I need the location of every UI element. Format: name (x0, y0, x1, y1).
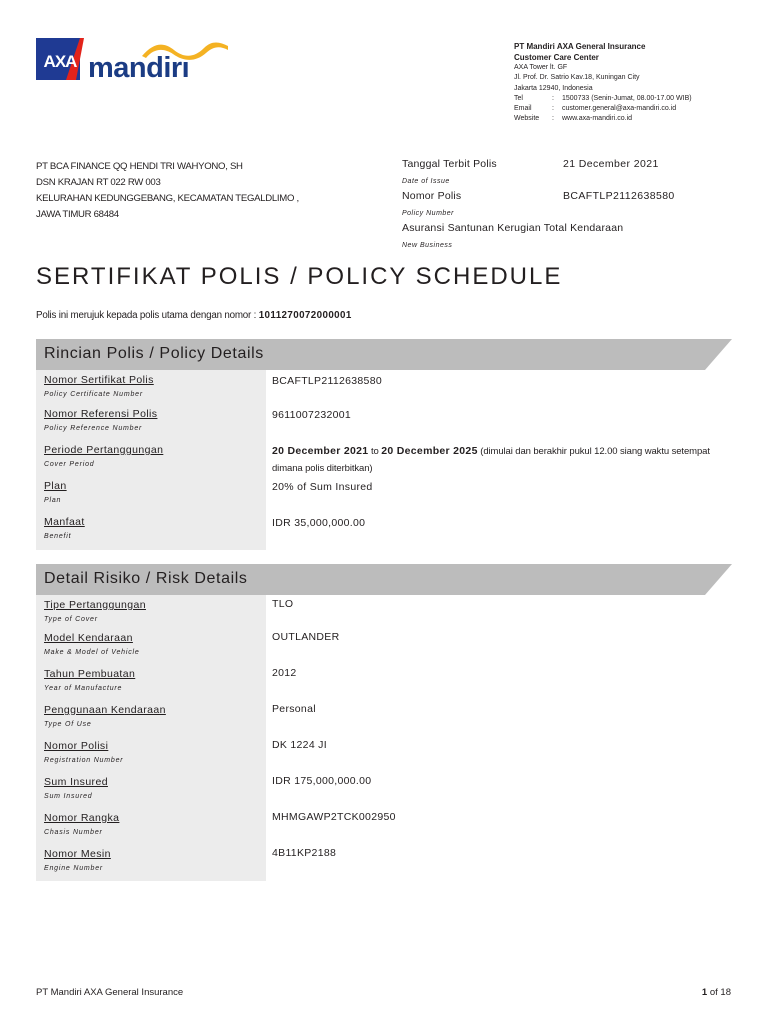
detail-sublabel: Type Of Use (44, 721, 92, 728)
care-address-line: AXA Tower lt. GF (514, 64, 568, 71)
care-address-line: Jakarta 12940, Indonesia (514, 84, 593, 92)
care-email-value: customer.general@axa-mandiri.co.id (562, 105, 677, 113)
issue-date-sub: Date of Issue (402, 178, 450, 185)
policy-number-sub: Policy Number (402, 210, 455, 217)
detail-sublabel: Sum Insured (44, 793, 93, 800)
care-title: Customer Care Center (514, 53, 599, 62)
care-address-line: Jl. Prof. Dr. Satrio Kav.18, Kuningan City (514, 74, 640, 82)
cover-period-value (272, 443, 722, 477)
policy-number-label: Nomor Polis (402, 190, 462, 202)
detail-label: Penggunaan Kendaraan (44, 704, 166, 716)
care-colon: : (552, 94, 554, 102)
cover-start: 20 December 2021 (272, 445, 369, 457)
detail-sublabel: Year of Manufacture (44, 685, 123, 692)
issue-date-label: Tanggal Terbit Polis (402, 158, 497, 170)
detail-value: MHMGAWP2TCK002950 (272, 811, 396, 823)
master-policy-reference (36, 310, 352, 321)
axa-logo-text: AXA (43, 52, 77, 71)
detail-value: Personal (272, 703, 316, 715)
detail-label: Nomor Polisi (44, 740, 109, 752)
master-policy-number: 1011270072000001 (258, 310, 352, 321)
issue-date-row (402, 158, 742, 174)
mandiri-wave-icon (140, 40, 230, 60)
risk-details-header (36, 564, 732, 595)
care-key: Email (514, 105, 532, 113)
detail-value: IDR 175,000,000.00 (272, 775, 372, 787)
detail-sublabel: Engine Number (44, 865, 104, 872)
care-email-row (514, 104, 754, 114)
care-company: PT Mandiri AXA General Insurance (514, 42, 646, 51)
detail-sublabel: Policy Certificate Number (44, 391, 143, 398)
detail-label: Model Kendaraan (44, 632, 133, 644)
detail-sublabel: Chasis Number (44, 829, 103, 836)
product-row (402, 222, 742, 238)
detail-label: Tahun Pembuatan (44, 668, 136, 680)
detail-sublabel: Benefit (44, 533, 72, 540)
detail-label: Periode Pertanggungan (44, 444, 164, 456)
risk-details-heading: Detail Risiko / Risk Details (44, 570, 248, 587)
page-title: SERTIFIKAT POLIS / POLICY SCHEDULE (36, 263, 563, 290)
detail-label: Nomor Referensi Polis (44, 408, 158, 420)
care-tel-value: 1500733 (Senin-Jumat, 08.00-17.00 WIB) (562, 94, 692, 102)
care-website-row (514, 114, 754, 124)
policy-number-row (402, 190, 742, 206)
care-colon: : (552, 105, 554, 113)
policy-details-table (36, 370, 736, 550)
detail-label: Nomor Sertifikat Polis (44, 374, 154, 386)
footer-company: PT Mandiri AXA General Insurance (36, 987, 184, 998)
care-website-value: www.axa-mandiri.co.id (562, 115, 633, 123)
insured-address (36, 159, 356, 223)
policy-details-heading: Rincian Polis / Policy Details (44, 345, 264, 362)
detail-value: IDR 35,000,000.00 (272, 517, 366, 529)
care-key: Website (514, 115, 540, 123)
address-line: DSN KRAJAN RT 022 RW 003 (36, 177, 161, 188)
detail-value: 4B11KP2188 (272, 847, 337, 859)
detail-label: Plan (44, 480, 67, 492)
current-page: 1 (701, 987, 708, 998)
detail-label: Tipe Pertanggungan (44, 599, 146, 611)
reference-text: Polis ini merujuk kepada polis utama dengan nomor : (36, 310, 259, 321)
product-sub: New Business (402, 242, 453, 249)
care-colon: : (552, 115, 554, 123)
detail-value: 2012 (272, 667, 297, 679)
detail-sublabel: Type of Cover (44, 616, 98, 623)
cover-end: 20 December 2025 (381, 445, 478, 457)
detail-value: BCAFTLP2112638580 (272, 375, 382, 387)
detail-sublabel: Make & Model of Vehicle (44, 649, 140, 656)
issue-date-value: 21 December 2021 (563, 158, 659, 170)
detail-sublabel: Plan (44, 497, 62, 504)
product-name: Asuransi Santunan Kerugian Total Kendaraan (402, 222, 624, 234)
detail-value: 9611007232001 (272, 409, 352, 421)
detail-value: OUTLANDER (272, 631, 340, 643)
detail-sublabel: Registration Number (44, 757, 124, 764)
care-tel-row (514, 94, 754, 104)
detail-label: Sum Insured (44, 776, 108, 788)
detail-value: DK 1224 JI (272, 739, 327, 751)
care-key: Tel (514, 94, 523, 102)
policy-number-value: BCAFTLP2112638580 (563, 190, 675, 202)
customer-care-block (514, 41, 754, 125)
detail-sublabel: Policy Reference Number (44, 425, 143, 432)
address-line: JAWA TIMUR 68484 (36, 209, 119, 220)
mandiri-logo-text: mandiri (88, 52, 190, 84)
risk-details-table (36, 595, 736, 881)
detail-label: Manfaat (44, 516, 85, 528)
company-logo (36, 38, 236, 86)
issue-info (402, 158, 742, 254)
total-pages: of 18 (707, 987, 731, 998)
detail-sublabel: Cover Period (44, 461, 95, 468)
detail-value: 20% of Sum Insured (272, 481, 373, 493)
detail-value: TLO (272, 598, 294, 610)
address-line: PT BCA FINANCE QQ HENDI TRI WAHYONO, SH (36, 161, 243, 172)
detail-label: Nomor Rangka (44, 812, 120, 824)
page-indicator (702, 987, 731, 998)
detail-label: Nomor Mesin (44, 848, 111, 860)
cover-note: (dimulai dan berakhir pukul 12.00 siang waktu setempat dimana polis diterbitkan) (272, 446, 710, 474)
address-line: KELURAHAN KEDUNGGEBANG, KECAMATAN TEGALDLIMO , (36, 193, 299, 204)
cover-to: to (368, 446, 382, 457)
policy-details-header (36, 339, 732, 370)
